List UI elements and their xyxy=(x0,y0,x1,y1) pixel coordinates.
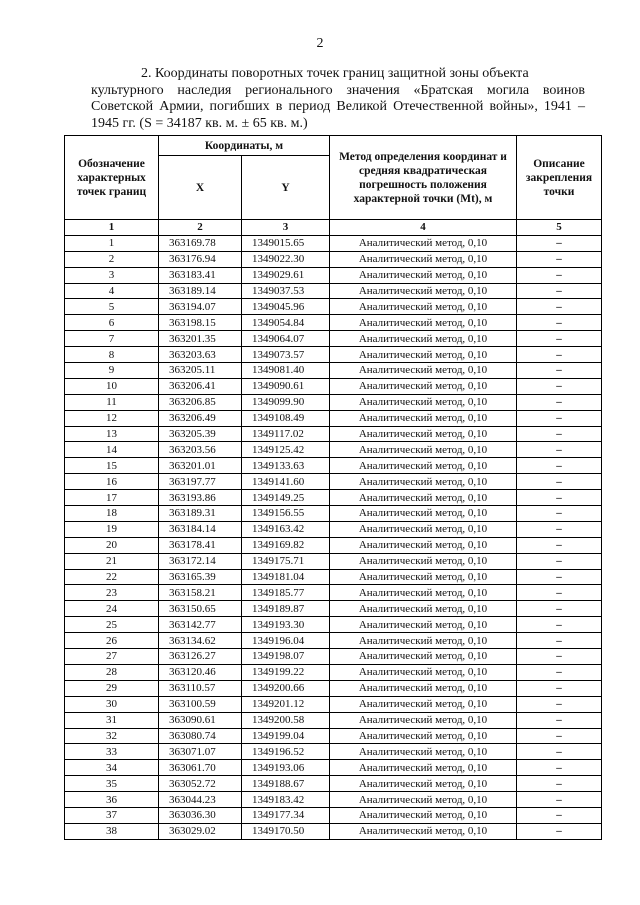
description-cell: – xyxy=(517,331,602,347)
table-row xyxy=(65,601,602,617)
column-numbers-row xyxy=(65,220,602,236)
x-coordinate-cell: 363203.56 xyxy=(159,442,242,458)
table-row xyxy=(65,251,602,267)
table-row xyxy=(65,363,602,379)
description-cell: – xyxy=(517,633,602,649)
description-cell: – xyxy=(517,410,602,426)
description-cell: – xyxy=(517,601,602,617)
y-coordinate-cell: 1349022.30 xyxy=(242,251,330,267)
method-cell: Аналитический метод, 0,10 xyxy=(330,601,517,617)
table-row xyxy=(65,537,602,553)
y-coordinate-cell: 1349117.02 xyxy=(242,426,330,442)
x-coordinate-cell: 363090.61 xyxy=(159,712,242,728)
heading-first-line: 2. Координаты поворотных точек границ защитной зоны объекта xyxy=(141,66,529,81)
x-coordinate-cell: 363189.14 xyxy=(159,283,242,299)
table-row xyxy=(65,712,602,728)
description-cell: – xyxy=(517,537,602,553)
description-cell: – xyxy=(517,585,602,601)
y-coordinate-cell: 1349073.57 xyxy=(242,347,330,363)
description-cell: – xyxy=(517,792,602,808)
x-coordinate-cell: 363052.72 xyxy=(159,776,242,792)
description-cell: – xyxy=(517,347,602,363)
x-coordinate-cell: 363205.39 xyxy=(159,426,242,442)
x-coordinate-cell: 363044.23 xyxy=(159,792,242,808)
description-cell: – xyxy=(517,728,602,744)
method-cell: Аналитический метод, 0,10 xyxy=(330,553,517,569)
section-heading xyxy=(91,66,585,132)
method-cell: Аналитический метод, 0,10 xyxy=(330,728,517,744)
point-number-cell: 11 xyxy=(65,394,159,410)
x-coordinate-cell: 363110.57 xyxy=(159,680,242,696)
y-coordinate-cell: 1349199.22 xyxy=(242,664,330,680)
table-row xyxy=(65,426,602,442)
method-cell: Аналитический метод, 0,10 xyxy=(330,331,517,347)
point-number-cell: 31 xyxy=(65,712,159,728)
table-row xyxy=(65,649,602,665)
x-coordinate-cell: 363184.14 xyxy=(159,521,242,537)
y-coordinate-cell: 1349177.34 xyxy=(242,807,330,823)
y-coordinate-cell: 1349015.65 xyxy=(242,235,330,251)
point-number-cell: 32 xyxy=(65,728,159,744)
y-coordinate-cell: 1349163.42 xyxy=(242,521,330,537)
x-coordinate-cell: 363134.62 xyxy=(159,633,242,649)
y-coordinate-cell: 1349193.30 xyxy=(242,617,330,633)
table-body xyxy=(65,220,602,840)
point-number-cell: 36 xyxy=(65,792,159,808)
y-coordinate-cell: 1349108.49 xyxy=(242,410,330,426)
heading-rest: культурного наследия регионального значения «Братская могила воинов Советской Армии, погибших в период Великой Отечественной войны», 1941 – 1945 гг. (S = 34187 кв. м. ± 65 кв. м.) xyxy=(91,82,585,131)
x-coordinate-cell: 363080.74 xyxy=(159,728,242,744)
description-cell: – xyxy=(517,267,602,283)
x-coordinate-cell: 363158.21 xyxy=(159,585,242,601)
method-cell: Аналитический метод, 0,10 xyxy=(330,617,517,633)
y-coordinate-cell: 1349156.55 xyxy=(242,506,330,522)
y-coordinate-cell: 1349196.52 xyxy=(242,744,330,760)
point-number-cell: 18 xyxy=(65,506,159,522)
table-row xyxy=(65,585,602,601)
table-row xyxy=(65,680,602,696)
method-cell: Аналитический метод, 0,10 xyxy=(330,807,517,823)
point-number-cell: 23 xyxy=(65,585,159,601)
column-number: 4 xyxy=(330,220,517,236)
description-cell: – xyxy=(517,521,602,537)
method-cell: Аналитический метод, 0,10 xyxy=(330,585,517,601)
y-coordinate-cell: 1349189.87 xyxy=(242,601,330,617)
method-cell: Аналитический метод, 0,10 xyxy=(330,664,517,680)
point-number-cell: 24 xyxy=(65,601,159,617)
y-coordinate-cell: 1349170.50 xyxy=(242,823,330,839)
point-number-cell: 25 xyxy=(65,617,159,633)
x-coordinate-cell: 363203.63 xyxy=(159,347,242,363)
column-number: 5 xyxy=(517,220,602,236)
table-row xyxy=(65,347,602,363)
description-cell: – xyxy=(517,426,602,442)
table-row xyxy=(65,378,602,394)
description-cell: – xyxy=(517,506,602,522)
method-cell: Аналитический метод, 0,10 xyxy=(330,633,517,649)
table-row xyxy=(65,506,602,522)
point-number-cell: 35 xyxy=(65,776,159,792)
table-row xyxy=(65,728,602,744)
description-cell: – xyxy=(517,378,602,394)
method-cell: Аналитический метод, 0,10 xyxy=(330,521,517,537)
point-number-cell: 9 xyxy=(65,363,159,379)
x-coordinate-cell: 363071.07 xyxy=(159,744,242,760)
method-cell: Аналитический метод, 0,10 xyxy=(330,442,517,458)
point-number-cell: 13 xyxy=(65,426,159,442)
table-row xyxy=(65,744,602,760)
method-cell: Аналитический метод, 0,10 xyxy=(330,506,517,522)
table-row xyxy=(65,553,602,569)
method-cell: Аналитический метод, 0,10 xyxy=(330,315,517,331)
point-number-cell: 37 xyxy=(65,807,159,823)
table-row xyxy=(65,474,602,490)
point-number-cell: 26 xyxy=(65,633,159,649)
point-number-cell: 29 xyxy=(65,680,159,696)
y-coordinate-cell: 1349198.07 xyxy=(242,649,330,665)
point-number-cell: 2 xyxy=(65,251,159,267)
y-coordinate-cell: 1349149.25 xyxy=(242,490,330,506)
y-coordinate-cell: 1349133.63 xyxy=(242,458,330,474)
method-cell: Аналитический метод, 0,10 xyxy=(330,649,517,665)
point-number-cell: 21 xyxy=(65,553,159,569)
header-description: Описание закрепления точки xyxy=(517,136,602,220)
x-coordinate-cell: 363205.11 xyxy=(159,363,242,379)
x-coordinate-cell: 363183.41 xyxy=(159,267,242,283)
x-coordinate-cell: 363029.02 xyxy=(159,823,242,839)
description-cell: – xyxy=(517,283,602,299)
y-coordinate-cell: 1349169.82 xyxy=(242,537,330,553)
column-number: 2 xyxy=(159,220,242,236)
x-coordinate-cell: 363165.39 xyxy=(159,569,242,585)
y-coordinate-cell: 1349185.77 xyxy=(242,585,330,601)
table-row xyxy=(65,760,602,776)
point-number-cell: 8 xyxy=(65,347,159,363)
description-cell: – xyxy=(517,251,602,267)
point-number-cell: 6 xyxy=(65,315,159,331)
description-cell: – xyxy=(517,474,602,490)
point-number-cell: 15 xyxy=(65,458,159,474)
header-y: Y xyxy=(242,156,330,220)
description-cell: – xyxy=(517,490,602,506)
method-cell: Аналитический метод, 0,10 xyxy=(330,235,517,251)
method-cell: Аналитический метод, 0,10 xyxy=(330,426,517,442)
x-coordinate-cell: 363198.15 xyxy=(159,315,242,331)
x-coordinate-cell: 363150.65 xyxy=(159,601,242,617)
method-cell: Аналитический метод, 0,10 xyxy=(330,490,517,506)
y-coordinate-cell: 1349081.40 xyxy=(242,363,330,379)
y-coordinate-cell: 1349181.04 xyxy=(242,569,330,585)
table-row xyxy=(65,299,602,315)
table-row xyxy=(65,315,602,331)
y-coordinate-cell: 1349201.12 xyxy=(242,696,330,712)
description-cell: – xyxy=(517,569,602,585)
x-coordinate-cell: 363036.30 xyxy=(159,807,242,823)
y-coordinate-cell: 1349200.66 xyxy=(242,680,330,696)
table-row xyxy=(65,696,602,712)
y-coordinate-cell: 1349064.07 xyxy=(242,331,330,347)
column-number: 3 xyxy=(242,220,330,236)
y-coordinate-cell: 1349199.04 xyxy=(242,728,330,744)
table-row xyxy=(65,776,602,792)
y-coordinate-cell: 1349141.60 xyxy=(242,474,330,490)
method-cell: Аналитический метод, 0,10 xyxy=(330,712,517,728)
method-cell: Аналитический метод, 0,10 xyxy=(330,823,517,839)
point-number-cell: 34 xyxy=(65,760,159,776)
y-coordinate-cell: 1349045.96 xyxy=(242,299,330,315)
table-row xyxy=(65,823,602,839)
point-number-cell: 16 xyxy=(65,474,159,490)
point-number-cell: 19 xyxy=(65,521,159,537)
x-coordinate-cell: 363201.01 xyxy=(159,458,242,474)
description-cell: – xyxy=(517,394,602,410)
point-number-cell: 1 xyxy=(65,235,159,251)
description-cell: – xyxy=(517,649,602,665)
method-cell: Аналитический метод, 0,10 xyxy=(330,537,517,553)
point-number-cell: 33 xyxy=(65,744,159,760)
method-cell: Аналитический метод, 0,10 xyxy=(330,283,517,299)
y-coordinate-cell: 1349099.90 xyxy=(242,394,330,410)
y-coordinate-cell: 1349037.53 xyxy=(242,283,330,299)
description-cell: – xyxy=(517,807,602,823)
x-coordinate-cell: 363172.14 xyxy=(159,553,242,569)
table-row xyxy=(65,267,602,283)
point-number-cell: 28 xyxy=(65,664,159,680)
table-row xyxy=(65,458,602,474)
x-coordinate-cell: 363189.31 xyxy=(159,506,242,522)
method-cell: Аналитический метод, 0,10 xyxy=(330,474,517,490)
x-coordinate-cell: 363142.77 xyxy=(159,617,242,633)
description-cell: – xyxy=(517,680,602,696)
x-coordinate-cell: 363178.41 xyxy=(159,537,242,553)
table-row xyxy=(65,521,602,537)
table-row xyxy=(65,633,602,649)
x-coordinate-cell: 363206.85 xyxy=(159,394,242,410)
page-number: 2 xyxy=(316,36,324,51)
description-cell: – xyxy=(517,744,602,760)
method-cell: Аналитический метод, 0,10 xyxy=(330,760,517,776)
point-number-cell: 14 xyxy=(65,442,159,458)
point-number-cell: 3 xyxy=(65,267,159,283)
header-x: X xyxy=(159,156,242,220)
point-number-cell: 5 xyxy=(65,299,159,315)
method-cell: Аналитический метод, 0,10 xyxy=(330,410,517,426)
table-row xyxy=(65,410,602,426)
table-row xyxy=(65,235,602,251)
method-cell: Аналитический метод, 0,10 xyxy=(330,776,517,792)
x-coordinate-cell: 363194.07 xyxy=(159,299,242,315)
description-cell: – xyxy=(517,696,602,712)
x-coordinate-cell: 363176.94 xyxy=(159,251,242,267)
x-coordinate-cell: 363206.49 xyxy=(159,410,242,426)
description-cell: – xyxy=(517,235,602,251)
x-coordinate-cell: 363197.77 xyxy=(159,474,242,490)
description-cell: – xyxy=(517,442,602,458)
x-coordinate-cell: 363061.70 xyxy=(159,760,242,776)
description-cell: – xyxy=(517,617,602,633)
y-coordinate-cell: 1349183.42 xyxy=(242,792,330,808)
table-row xyxy=(65,283,602,299)
y-coordinate-cell: 1349125.42 xyxy=(242,442,330,458)
y-coordinate-cell: 1349196.04 xyxy=(242,633,330,649)
header-point: Обозначение характерных точек границ xyxy=(65,136,159,220)
method-cell: Аналитический метод, 0,10 xyxy=(330,251,517,267)
y-coordinate-cell: 1349175.71 xyxy=(242,553,330,569)
method-cell: Аналитический метод, 0,10 xyxy=(330,394,517,410)
table-row xyxy=(65,442,602,458)
x-coordinate-cell: 363201.35 xyxy=(159,331,242,347)
description-cell: – xyxy=(517,664,602,680)
method-cell: Аналитический метод, 0,10 xyxy=(330,792,517,808)
point-number-cell: 4 xyxy=(65,283,159,299)
y-coordinate-cell: 1349188.67 xyxy=(242,776,330,792)
point-number-cell: 17 xyxy=(65,490,159,506)
table-row xyxy=(65,569,602,585)
description-cell: – xyxy=(517,823,602,839)
description-cell: – xyxy=(517,299,602,315)
method-cell: Аналитический метод, 0,10 xyxy=(330,680,517,696)
y-coordinate-cell: 1349090.61 xyxy=(242,378,330,394)
method-cell: Аналитический метод, 0,10 xyxy=(330,347,517,363)
description-cell: – xyxy=(517,315,602,331)
description-cell: – xyxy=(517,776,602,792)
y-coordinate-cell: 1349200.58 xyxy=(242,712,330,728)
description-cell: – xyxy=(517,553,602,569)
point-number-cell: 22 xyxy=(65,569,159,585)
method-cell: Аналитический метод, 0,10 xyxy=(330,744,517,760)
description-cell: – xyxy=(517,712,602,728)
table-row xyxy=(65,331,602,347)
x-coordinate-cell: 363193.86 xyxy=(159,490,242,506)
method-cell: Аналитический метод, 0,10 xyxy=(330,363,517,379)
description-cell: – xyxy=(517,760,602,776)
table-row xyxy=(65,394,602,410)
method-cell: Аналитический метод, 0,10 xyxy=(330,569,517,585)
table-row xyxy=(65,490,602,506)
y-coordinate-cell: 1349054.84 xyxy=(242,315,330,331)
header-method: Метод определения координат и средняя квадратическая погрешность положения характерной точки (Mt), м xyxy=(330,136,517,220)
point-number-cell: 20 xyxy=(65,537,159,553)
column-number: 1 xyxy=(65,220,159,236)
x-coordinate-cell: 363206.41 xyxy=(159,378,242,394)
method-cell: Аналитический метод, 0,10 xyxy=(330,267,517,283)
y-coordinate-cell: 1349193.06 xyxy=(242,760,330,776)
table-row xyxy=(65,792,602,808)
description-cell: – xyxy=(517,363,602,379)
table-row xyxy=(65,617,602,633)
method-cell: Аналитический метод, 0,10 xyxy=(330,458,517,474)
description-cell: – xyxy=(517,458,602,474)
point-number-cell: 38 xyxy=(65,823,159,839)
point-number-cell: 10 xyxy=(65,378,159,394)
header-coords: Координаты, м xyxy=(159,136,330,156)
coordinates-table xyxy=(64,135,602,840)
point-number-cell: 27 xyxy=(65,649,159,665)
point-number-cell: 30 xyxy=(65,696,159,712)
method-cell: Аналитический метод, 0,10 xyxy=(330,299,517,315)
x-coordinate-cell: 363126.27 xyxy=(159,649,242,665)
x-coordinate-cell: 363120.46 xyxy=(159,664,242,680)
table-row xyxy=(65,807,602,823)
y-coordinate-cell: 1349029.61 xyxy=(242,267,330,283)
method-cell: Аналитический метод, 0,10 xyxy=(330,696,517,712)
table-row xyxy=(65,664,602,680)
x-coordinate-cell: 363100.59 xyxy=(159,696,242,712)
method-cell: Аналитический метод, 0,10 xyxy=(330,378,517,394)
point-number-cell: 12 xyxy=(65,410,159,426)
x-coordinate-cell: 363169.78 xyxy=(159,235,242,251)
point-number-cell: 7 xyxy=(65,331,159,347)
